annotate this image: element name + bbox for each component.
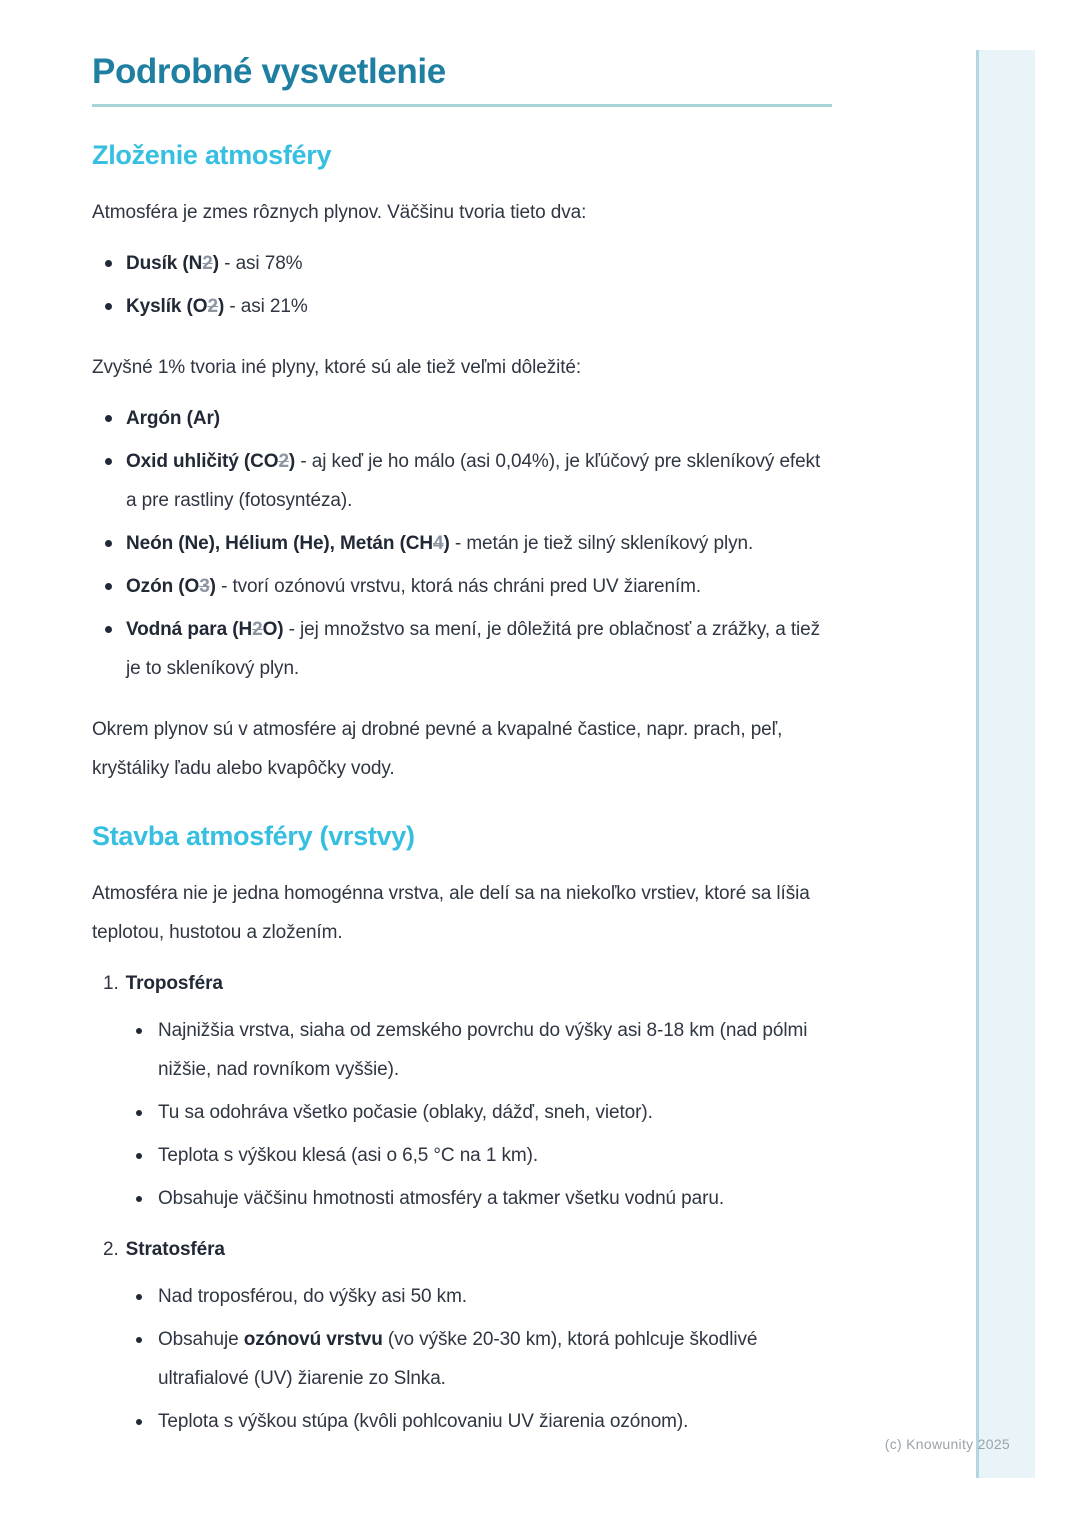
layer-number: 1.: [103, 973, 119, 994]
section-heading-composition: Zloženie atmosféry: [92, 140, 332, 170]
list-item: Najnižšia vrstva, siaha od zemského povrchu do výšky asi 8-18 km (nad pólmi nižšie, nad rovníkom vyššie).: [92, 1011, 832, 1089]
list-item: [92, 399, 832, 438]
gas-name: Argón (Ar): [126, 408, 220, 429]
layers-list: [92, 964, 832, 1441]
gas-name: Oxid uhličitý (CO2): [126, 451, 296, 472]
list-item: [92, 524, 832, 563]
list-item: [92, 610, 832, 688]
list-item: [92, 442, 832, 520]
structure-intro: Atmosféra nie je jedna homogénna vrstva, ale delí sa na niekoľko vrstiev, ktoré sa líšia teplotou, hustotou a zložením.: [92, 883, 810, 943]
gas-subscript: 3: [199, 576, 210, 597]
list-item: Obsahuje väčšinu hmotnosti atmosféry a takmer všetku vodnú paru.: [92, 1179, 832, 1218]
layer-stratosphere: [92, 1230, 832, 1441]
layer-name: Troposféra: [125, 973, 223, 994]
list-item: Nad troposférou, do výšky asi 50 km.: [92, 1277, 832, 1316]
gas-subscript: 2: [278, 451, 289, 472]
gas-note: - jej množstvo sa mení, je dôležitá pre oblačnosť a zrážky, a tiež je to skleníkový plyn.: [126, 619, 821, 679]
gas-name: Ozón (O3): [126, 576, 216, 597]
gas-note: - asi 21%: [224, 296, 308, 317]
layer-header: [92, 1230, 832, 1269]
list-item: [92, 244, 832, 283]
gas-note: - aj keď je ho málo (asi 0,04%), je kľúčový pre skleníkový efekt a pre rastliny (fotosyntéza).: [126, 451, 821, 511]
list-item: Obsahuje ozónovú vrstvu (vo výške 20-30 km), ktorá pohlcuje škodlivé ultrafialové (UV) žiarenie zo Slnka.: [92, 1320, 832, 1398]
gas-subscript: 2: [202, 253, 213, 274]
layer-points: [92, 1277, 832, 1441]
list-item: Teplota s výškou klesá (asi o 6,5 °C na 1 km).: [92, 1136, 832, 1175]
layer-header: [92, 964, 832, 1003]
other-gases-intro: Zvyšné 1% tvoria iné plyny, ktoré sú ale tiež veľmi dôležité:: [92, 357, 582, 378]
gas-note: - metán je tiež silný skleníkový plyn.: [449, 533, 754, 554]
gas-subscript: 2: [207, 296, 218, 317]
gas-note: - asi 78%: [218, 253, 303, 274]
composition-outro: Okrem plynov sú v atmosfére aj drobné pevné a kvapalné častice, napr. prach, peľ, kryštáliky ľadu alebo kvapôčky vody.: [92, 719, 783, 779]
page-title: Podrobné vysvetlenie: [92, 52, 446, 91]
main-gases-list: [92, 244, 832, 326]
layer-number: 2.: [103, 1239, 119, 1260]
list-item: [92, 567, 832, 606]
list-item: Tu sa odohráva všetko počasie (oblaky, dážď, sneh, vietor).: [92, 1093, 832, 1132]
next-page-edge: [976, 50, 1035, 1478]
section-heading-structure: Stavba atmosféry (vrstvy): [92, 821, 415, 851]
list-item: Teplota s výškou stúpa (kvôli pohlcovaniu UV žiarenia ozónom).: [92, 1402, 832, 1441]
gas-subscript: 2: [252, 619, 263, 640]
gas-note: - tvorí ozónovú vrstvu, ktorá nás chráni pred UV žiarením.: [215, 576, 702, 597]
composition-intro: Atmosféra je zmes rôznych plynov. Väčšinu tvoria tieto dva:: [92, 202, 587, 223]
other-gases-list: [92, 399, 832, 688]
gas-name: Dusík (N2): [126, 253, 219, 274]
content-column: [92, 0, 832, 1441]
layer-points: [92, 1011, 832, 1218]
layer-troposphere: [92, 964, 832, 1218]
emphasized-text: ozónovú vrstvu: [243, 1329, 383, 1350]
gas-name: Vodná para (H2O): [126, 619, 284, 640]
gas-name: Kyslík (O2): [126, 296, 225, 317]
list-item: [92, 287, 832, 326]
watermark: (c) Knowunity 2025: [884, 1436, 1010, 1452]
title-rule: [92, 104, 832, 107]
gas-name: Neón (Ne), Hélium (He), Metán (CH4): [126, 533, 450, 554]
gas-subscript: 4: [433, 533, 444, 554]
layer-name: Stratosféra: [125, 1239, 225, 1260]
